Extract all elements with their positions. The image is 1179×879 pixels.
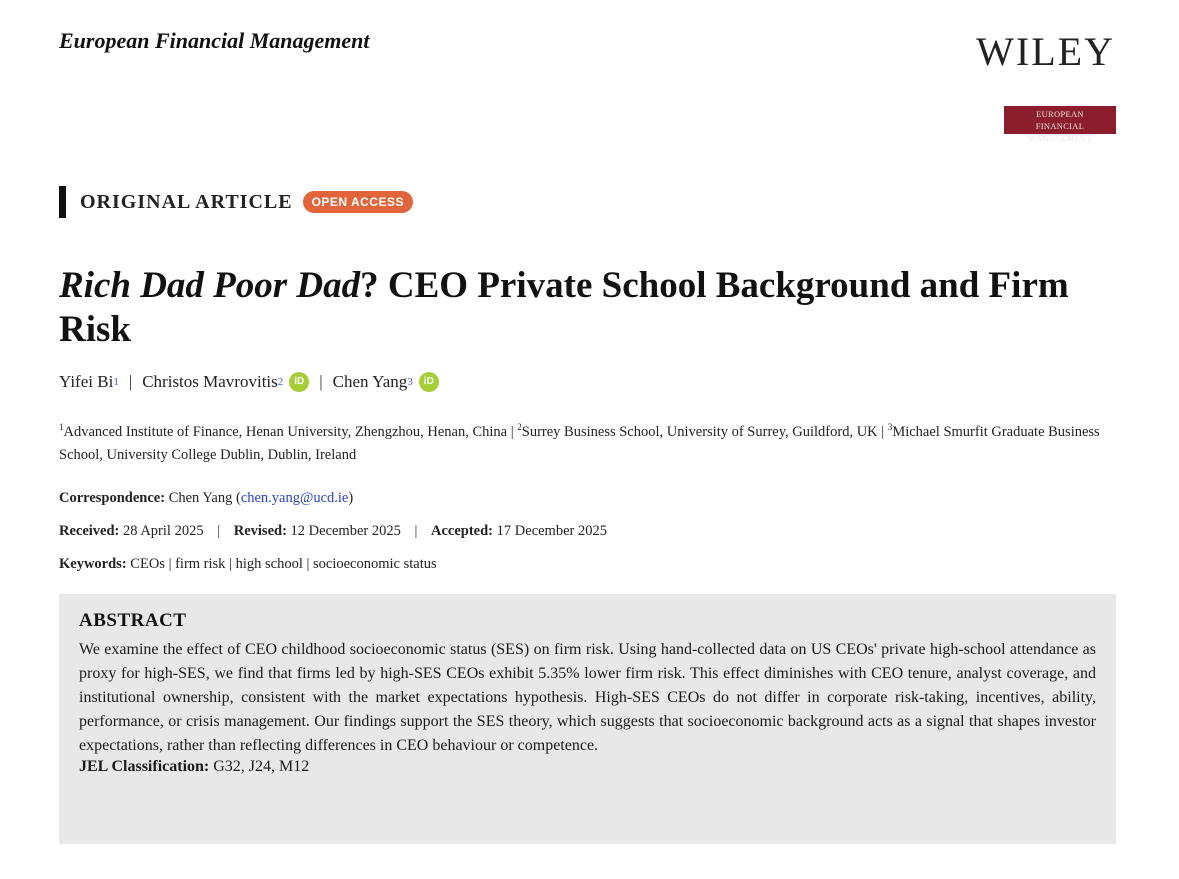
author-name[interactable]: Yifei Bi — [59, 372, 114, 391]
accepted-date: 17 December 2025 — [496, 523, 607, 539]
received-label: Received: — [59, 523, 120, 539]
keywords-list: CEOs | firm risk | high school | socioeconomic status — [130, 556, 437, 572]
author-name[interactable]: Chen Yang — [332, 372, 408, 391]
article-title — [59, 264, 1139, 352]
orcid-icon[interactable]: iD — [419, 372, 439, 392]
correspondence-email-link[interactable]: chen.yang@ucd.ie — [240, 490, 349, 506]
publisher-logo[interactable]: WILEY — [976, 29, 1115, 74]
article-type-label: ORIGINAL ARTICLE — [80, 190, 293, 213]
keywords-label: Keywords: — [59, 556, 127, 572]
revised-label: Revised: — [233, 523, 287, 539]
keywords — [59, 556, 437, 573]
author-name[interactable]: Christos Mavrovitis — [142, 372, 278, 391]
affiliation: Michael Smurfit Graduate Business School, University College Dublin, Dublin, Ireland — [59, 423, 1100, 463]
journal-logo[interactable] — [1004, 106, 1116, 143]
correspondence-label: Correspondence: — [59, 490, 166, 506]
affiliation: Surrey Business School, University of Surrey, Guildford, UK — [521, 423, 878, 440]
jel-label: JEL Classification: — [79, 758, 210, 775]
author-affil-sup[interactable]: 1 — [113, 376, 119, 388]
accepted-label: Accepted: — [431, 523, 494, 539]
article-type-row — [59, 186, 413, 218]
journal-logo-line1: EUROPEAN — [1036, 109, 1084, 119]
affil-separator: | — [881, 423, 885, 440]
affil-sup: 3 — [887, 422, 893, 432]
article-dates — [59, 523, 607, 540]
abstract-box — [59, 594, 1116, 844]
author-separator: | — [128, 372, 133, 391]
abstract-text: We examine the effect of CEO childhood socioeconomic status (SES) on firm risk. Using hand-collected data on US CEOs' private high-school attendance as proxy for high-SES, we find that firms led by high-SES CEOs exhibit 5.35% lower firm risk. This effect diminishes with CEO tenure, analyst coverage, and institutional ownership, consistent with the market expectations hypothesis. High-SES CEOs do not differ in corporate risk-taking, incentives, ability, performance, or crisis management. Our findings support the SES theory, which suggests that socioeconomic background acts as a signal that shapes investor expectations, rather than reflecting differences in CEO behaviour or competence. — [79, 641, 1096, 754]
revised-date: 12 December 2025 — [290, 523, 401, 539]
affil-separator: | — [510, 423, 514, 440]
correspondence-name: Chen Yang — [168, 490, 233, 506]
author-affil-sup[interactable]: 2 — [277, 376, 284, 388]
affiliations — [59, 416, 1119, 467]
received-date: 28 April 2025 — [123, 523, 204, 539]
author-separator: | — [319, 372, 323, 391]
abstract-heading: ABSTRACT — [79, 610, 187, 631]
journal-logo-line2: FINANCIAL MANAGEMENT — [1027, 121, 1093, 143]
correspondence: Correspondence: Chen Yang (chen.yang@ucd.ie) — [59, 490, 354, 506]
author-list — [59, 372, 439, 392]
affil-sup: 1 — [59, 422, 64, 432]
date-separator: | — [217, 523, 221, 539]
affil-sup: 2 — [517, 422, 522, 432]
author-affil-sup[interactable]: 3 — [407, 376, 413, 388]
orcid-icon[interactable]: iD — [289, 372, 309, 392]
article-type-bar — [59, 186, 66, 218]
jel-codes: G32, J24, M12 — [213, 758, 310, 775]
journal-name: European Financial Management — [59, 28, 370, 53]
open-access-badge[interactable]: OPEN ACCESS — [303, 191, 413, 213]
title-rest: ? CEO Private School Background and Firm Risk — [59, 265, 1069, 350]
affiliation: Advanced Institute of Finance, Henan University, Zhengzhou, Henan, China — [63, 423, 508, 440]
jel-classification — [79, 758, 1096, 776]
date-separator: | — [414, 523, 418, 539]
title-italic: Rich Dad Poor Dad — [59, 265, 361, 306]
